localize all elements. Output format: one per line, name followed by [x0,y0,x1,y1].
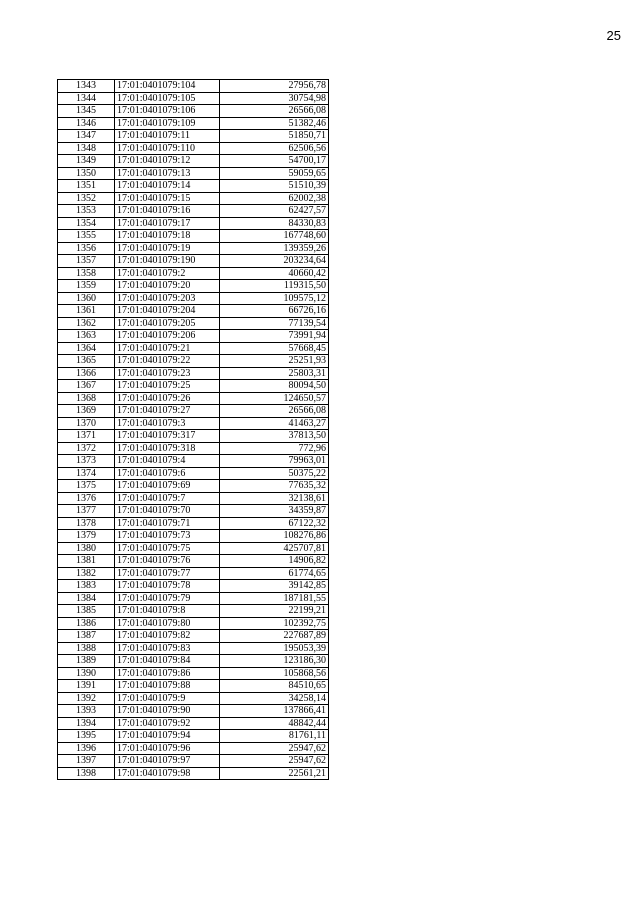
table-row [58,542,329,555]
cadastral-number-cell: 17:01:0401079:80 [115,617,220,630]
table-row [58,605,329,618]
row-number-cell: 1357 [58,255,115,268]
table-row [58,617,329,630]
value-cell: 425707,81 [220,542,329,555]
table-row [58,192,329,205]
value-cell: 39142,85 [220,580,329,593]
value-cell: 123186,30 [220,655,329,668]
table-row [58,692,329,705]
table-row [58,155,329,168]
cadastral-number-cell: 17:01:0401079:9 [115,692,220,705]
cadastral-number-cell: 17:01:0401079:18 [115,230,220,243]
table-row [58,230,329,243]
value-cell: 84330,83 [220,217,329,230]
cadastral-number-cell: 17:01:0401079:13 [115,167,220,180]
row-number-cell: 1382 [58,567,115,580]
cadastral-number-cell: 17:01:0401079:318 [115,442,220,455]
value-cell: 32138,61 [220,492,329,505]
row-number-cell: 1376 [58,492,115,505]
cadastral-number-cell: 17:01:0401079:12 [115,155,220,168]
value-cell: 137866,41 [220,705,329,718]
cadastral-number-cell: 17:01:0401079:2 [115,267,220,280]
row-number-cell: 1369 [58,405,115,418]
table-row [58,317,329,330]
cadastral-number-cell: 17:01:0401079:78 [115,580,220,593]
row-number-cell: 1354 [58,217,115,230]
row-number-cell: 1368 [58,392,115,405]
table-row [58,267,329,280]
value-cell: 109575,12 [220,292,329,305]
cadastral-number-cell: 17:01:0401079:75 [115,542,220,555]
value-cell: 14906,82 [220,555,329,568]
table-row [58,217,329,230]
table-row [58,280,329,293]
value-cell: 77139,54 [220,317,329,330]
cadastral-number-cell: 17:01:0401079:17 [115,217,220,230]
value-cell: 34359,87 [220,505,329,518]
value-cell: 139359,26 [220,242,329,255]
value-cell: 61774,65 [220,567,329,580]
value-cell: 124650,57 [220,392,329,405]
row-number-cell: 1393 [58,705,115,718]
table-row [58,505,329,518]
table-row [58,517,329,530]
cadastral-number-cell: 17:01:0401079:82 [115,630,220,643]
table-row [58,142,329,155]
value-cell: 26566,08 [220,405,329,418]
cadastral-number-cell: 17:01:0401079:94 [115,730,220,743]
cadastral-number-cell: 17:01:0401079:3 [115,417,220,430]
value-cell: 25947,62 [220,755,329,768]
cadastral-number-cell: 17:01:0401079:317 [115,430,220,443]
table-row [58,305,329,318]
value-cell: 81761,11 [220,730,329,743]
cadastral-number-cell: 17:01:0401079:190 [115,255,220,268]
table-row [58,105,329,118]
value-cell: 25803,31 [220,367,329,380]
row-number-cell: 1349 [58,155,115,168]
row-number-cell: 1350 [58,167,115,180]
cadastral-number-cell: 17:01:0401079:110 [115,142,220,155]
table-row [58,767,329,780]
value-cell: 187181,55 [220,592,329,605]
cadastral-number-cell: 17:01:0401079:204 [115,305,220,318]
cadastral-number-cell: 17:01:0401079:4 [115,455,220,468]
value-cell: 48842,44 [220,717,329,730]
cadastral-number-cell: 17:01:0401079:11 [115,130,220,143]
cadastral-number-cell: 17:01:0401079:27 [115,405,220,418]
row-number-cell: 1363 [58,330,115,343]
value-cell: 772,96 [220,442,329,455]
value-cell: 62506,56 [220,142,329,155]
table-row [58,567,329,580]
value-cell: 37813,50 [220,430,329,443]
table-row [58,530,329,543]
value-cell: 51510,39 [220,180,329,193]
row-number-cell: 1367 [58,380,115,393]
row-number-cell: 1353 [58,205,115,218]
cadastral-number-cell: 17:01:0401079:104 [115,80,220,93]
cadastral-number-cell: 17:01:0401079:19 [115,242,220,255]
row-number-cell: 1347 [58,130,115,143]
row-number-cell: 1346 [58,117,115,130]
cadastral-number-cell: 17:01:0401079:21 [115,342,220,355]
value-cell: 54700,17 [220,155,329,168]
cadastral-number-cell: 17:01:0401079:109 [115,117,220,130]
row-number-cell: 1383 [58,580,115,593]
row-number-cell: 1361 [58,305,115,318]
table-row [58,130,329,143]
table-row [58,430,329,443]
value-cell: 22561,21 [220,767,329,780]
value-cell: 195053,39 [220,642,329,655]
table-row [58,455,329,468]
value-cell: 73991,94 [220,330,329,343]
cadastral-number-cell: 17:01:0401079:6 [115,467,220,480]
table-row [58,480,329,493]
cadastral-number-cell: 17:01:0401079:15 [115,192,220,205]
cadastral-number-cell: 17:01:0401079:90 [115,705,220,718]
value-cell: 25947,62 [220,742,329,755]
row-number-cell: 1348 [58,142,115,155]
row-number-cell: 1389 [58,655,115,668]
page-number: 25 [606,28,621,43]
table-row [58,330,329,343]
value-cell: 22199,21 [220,605,329,618]
cadastral-number-cell: 17:01:0401079:92 [115,717,220,730]
cadastral-number-cell: 17:01:0401079:23 [115,367,220,380]
table-row [58,630,329,643]
table-row [58,717,329,730]
table-row [58,242,329,255]
value-cell: 41463,27 [220,417,329,430]
row-number-cell: 1356 [58,242,115,255]
value-cell: 25251,93 [220,355,329,368]
value-cell: 34258,14 [220,692,329,705]
row-number-cell: 1374 [58,467,115,480]
cadastral-number-cell: 17:01:0401079:16 [115,205,220,218]
row-number-cell: 1394 [58,717,115,730]
table-row [58,655,329,668]
value-cell: 62002,38 [220,192,329,205]
table-row [58,467,329,480]
row-number-cell: 1395 [58,730,115,743]
table-row [58,555,329,568]
row-number-cell: 1345 [58,105,115,118]
value-cell: 167748,60 [220,230,329,243]
cadastral-number-cell: 17:01:0401079:205 [115,317,220,330]
cadastral-number-cell: 17:01:0401079:206 [115,330,220,343]
row-number-cell: 1390 [58,667,115,680]
value-cell: 27956,78 [220,80,329,93]
cadastral-number-cell: 17:01:0401079:26 [115,392,220,405]
cadastral-number-cell: 17:01:0401079:203 [115,292,220,305]
row-number-cell: 1392 [58,692,115,705]
table-row [58,167,329,180]
row-number-cell: 1386 [58,617,115,630]
table-row [58,292,329,305]
row-number-cell: 1387 [58,630,115,643]
value-cell: 59059,65 [220,167,329,180]
cadastral-number-cell: 17:01:0401079:106 [115,105,220,118]
row-number-cell: 1373 [58,455,115,468]
row-number-cell: 1396 [58,742,115,755]
table-body [58,80,329,780]
table-row [58,380,329,393]
row-number-cell: 1358 [58,267,115,280]
value-cell: 30754,98 [220,92,329,105]
table-row [58,255,329,268]
table-row [58,755,329,768]
cadastral-number-cell: 17:01:0401079:71 [115,517,220,530]
row-number-cell: 1385 [58,605,115,618]
value-cell: 79963,01 [220,455,329,468]
cadastral-number-cell: 17:01:0401079:88 [115,680,220,693]
cadastral-number-cell: 17:01:0401079:79 [115,592,220,605]
cadastral-number-cell: 17:01:0401079:69 [115,480,220,493]
value-cell: 67122,32 [220,517,329,530]
cadastral-number-cell: 17:01:0401079:97 [115,755,220,768]
value-cell: 119315,50 [220,280,329,293]
cadastral-number-cell: 17:01:0401079:86 [115,667,220,680]
row-number-cell: 1371 [58,430,115,443]
row-number-cell: 1372 [58,442,115,455]
cadastral-number-cell: 17:01:0401079:76 [115,555,220,568]
table-row [58,205,329,218]
value-cell: 105868,56 [220,667,329,680]
row-number-cell: 1391 [58,680,115,693]
row-number-cell: 1360 [58,292,115,305]
value-cell: 50375,22 [220,467,329,480]
row-number-cell: 1355 [58,230,115,243]
cadastral-number-cell: 17:01:0401079:77 [115,567,220,580]
table-row [58,405,329,418]
row-number-cell: 1364 [58,342,115,355]
row-number-cell: 1377 [58,505,115,518]
cadastral-number-cell: 17:01:0401079:7 [115,492,220,505]
row-number-cell: 1362 [58,317,115,330]
row-number-cell: 1381 [58,555,115,568]
cadastral-number-cell: 17:01:0401079:105 [115,92,220,105]
value-cell: 40660,42 [220,267,329,280]
table-row [58,80,329,93]
cadastral-number-cell: 17:01:0401079:73 [115,530,220,543]
value-cell: 57668,45 [220,342,329,355]
cadastral-number-cell: 17:01:0401079:98 [115,767,220,780]
cadastral-number-cell: 17:01:0401079:84 [115,655,220,668]
cadastral-number-cell: 17:01:0401079:70 [115,505,220,518]
table-row [58,642,329,655]
row-number-cell: 1380 [58,542,115,555]
table-row [58,180,329,193]
table-row [58,580,329,593]
table-row [58,667,329,680]
value-cell: 102392,75 [220,617,329,630]
table-row [58,355,329,368]
cadastral-number-cell: 17:01:0401079:8 [115,605,220,618]
row-number-cell: 1366 [58,367,115,380]
row-number-cell: 1370 [58,417,115,430]
value-cell: 203234,64 [220,255,329,268]
cadastral-number-cell: 17:01:0401079:20 [115,280,220,293]
value-cell: 77635,32 [220,480,329,493]
value-cell: 51382,46 [220,117,329,130]
cadastral-number-cell: 17:01:0401079:83 [115,642,220,655]
row-number-cell: 1352 [58,192,115,205]
row-number-cell: 1344 [58,92,115,105]
row-number-cell: 1384 [58,592,115,605]
row-number-cell: 1398 [58,767,115,780]
table-row [58,592,329,605]
value-cell: 108276,86 [220,530,329,543]
cadastral-value-table [57,79,329,780]
row-number-cell: 1375 [58,480,115,493]
value-cell: 26566,08 [220,105,329,118]
table-row [58,392,329,405]
value-cell: 80094,50 [220,380,329,393]
table-row [58,417,329,430]
row-number-cell: 1388 [58,642,115,655]
row-number-cell: 1379 [58,530,115,543]
table-row [58,680,329,693]
table-row [58,742,329,755]
cadastral-number-cell: 17:01:0401079:96 [115,742,220,755]
value-cell: 51850,71 [220,130,329,143]
value-cell: 62427,57 [220,205,329,218]
table-row [58,730,329,743]
table-row [58,342,329,355]
table-row [58,442,329,455]
cadastral-number-cell: 17:01:0401079:22 [115,355,220,368]
table-row [58,367,329,380]
row-number-cell: 1397 [58,755,115,768]
table-row [58,705,329,718]
table-row [58,492,329,505]
cadastral-number-cell: 17:01:0401079:25 [115,380,220,393]
table-row [58,117,329,130]
row-number-cell: 1378 [58,517,115,530]
row-number-cell: 1359 [58,280,115,293]
value-cell: 227687,89 [220,630,329,643]
row-number-cell: 1351 [58,180,115,193]
row-number-cell: 1343 [58,80,115,93]
row-number-cell: 1365 [58,355,115,368]
table-row [58,92,329,105]
value-cell: 84510,65 [220,680,329,693]
cadastral-number-cell: 17:01:0401079:14 [115,180,220,193]
value-cell: 66726,16 [220,305,329,318]
